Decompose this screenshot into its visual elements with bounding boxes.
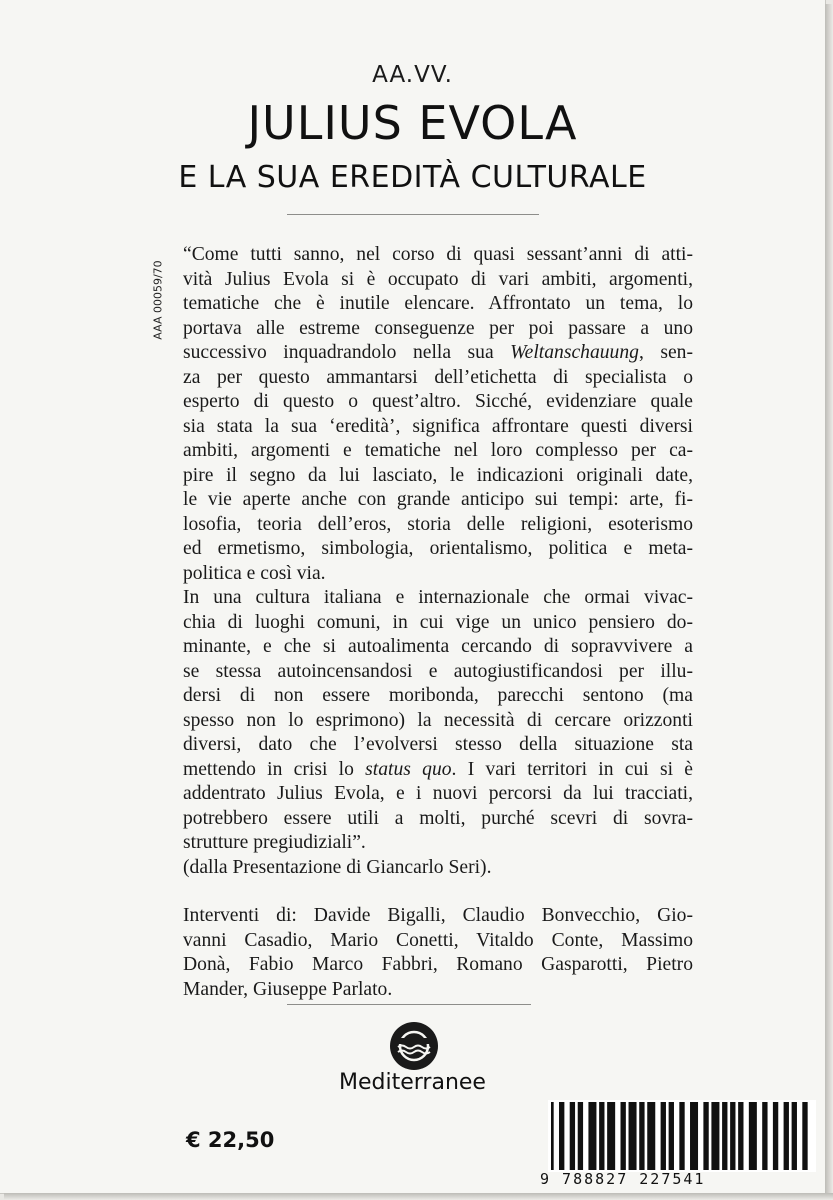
text-segment: strutture pregiudiziali”.: [183, 832, 366, 853]
text-line: [183, 341, 693, 366]
text-segment: . I vari territori in cui si è: [451, 758, 693, 780]
barcode-bar: [762, 1102, 767, 1170]
barcode-bar: [588, 1102, 596, 1170]
barcode-bar: [792, 1102, 797, 1170]
italic-term: Weltanschauung: [510, 342, 639, 363]
text-line: [183, 586, 693, 611]
barcode-bar: [722, 1102, 727, 1170]
barcode-bar: [551, 1102, 554, 1170]
text-segment: se stessa autoincensandosi e autogiustificandosi per illu-: [183, 660, 693, 682]
text-segment: esperto di questo o quest’altro. Sicché, evidenziare quale: [183, 391, 693, 412]
side-code-text: AAA 00059/70: [151, 260, 165, 340]
text-segment: mettendo in crisi lo: [183, 758, 366, 780]
text-line: [183, 807, 693, 832]
barcode-bar: [711, 1102, 719, 1170]
text-line: [183, 537, 693, 562]
text-segment: chia di luoghi comuni, in cui vige un unico pensiero do-: [183, 611, 693, 633]
barcode-bar: [629, 1102, 637, 1170]
text-line: [183, 464, 693, 489]
text-line: [183, 978, 693, 1003]
text-segment: , sen-: [638, 342, 693, 363]
text-line: [183, 758, 693, 783]
text-segment: vanni Casadio, Mario Conetti, Vitaldo Conte, Massimo: [183, 929, 693, 951]
text-segment: (dalla Presentazione di Giancarlo Seri).: [183, 856, 492, 878]
authors: AA.VV.: [372, 62, 453, 88]
text-line: [183, 562, 693, 587]
text-line: [183, 611, 693, 636]
text-line: [183, 660, 693, 685]
text-line: [183, 243, 693, 268]
barcode-bar: [749, 1102, 757, 1170]
book-subtitle: E LA SUA EREDITÀ CULTURALE: [178, 160, 647, 195]
text-segment: minante, e che si autoalimenta cercando di sopravvivere a: [183, 636, 693, 657]
text-line: [183, 292, 693, 317]
text-line: [183, 366, 693, 391]
text-line: [183, 684, 693, 709]
page-shadow-bottom: [4, 1193, 833, 1200]
blurb: [183, 243, 693, 1002]
text-segment: portava alle estreme conseguenze per poi passare a uno: [183, 317, 693, 339]
text-line: [183, 317, 693, 342]
italic-term: status quo: [365, 758, 452, 780]
text-line: [183, 635, 693, 660]
barcode-bar: [802, 1102, 807, 1170]
text-segment: tematiche che è inutile elencare. Affrontato un tema, lo: [183, 293, 693, 314]
barcode-bar: [599, 1102, 604, 1170]
wave-circle-icon: [388, 1020, 440, 1072]
page-shadow-right: [825, 4, 833, 1200]
paragraph-gap: [183, 880, 693, 904]
book-title: JULIUS EVOLA: [247, 96, 578, 150]
text-line: [183, 513, 693, 538]
text-segment: Mander, Giuseppe Parlato.: [183, 978, 393, 1000]
text-segment: spesso non lo esprimono) la necessità di cercare orizzonti: [183, 709, 693, 731]
text-segment: pire il segno da lui lasciato, le indicazioni originali date,: [183, 464, 693, 486]
text-line: [183, 268, 693, 293]
barcode-icon: [548, 1100, 816, 1172]
text-line: [183, 904, 693, 929]
barcode-bar: [607, 1102, 615, 1170]
text-segment: diversi, dato che l’evolversi stesso della situazione sta: [183, 734, 693, 755]
footer-divider: [287, 1004, 531, 1005]
text-segment: Donà, Fabio Marco Fabbri, Romano Gasparotti, Pietro: [183, 954, 693, 975]
barcode-bar: [570, 1102, 575, 1170]
text-segment: losofia, teoria dell’eros, storia delle religioni, esoterismo: [183, 513, 693, 535]
text-segment: addentrato Julius Evola, e i nuovi percorsi da lui tracciati,: [183, 783, 693, 804]
barcode-bar: [647, 1102, 655, 1170]
text-segment: dersi di non essere moribonda, parecchi sentono (ma: [183, 685, 693, 706]
price: € 22,50: [186, 1128, 275, 1152]
barcode-bar: [730, 1102, 735, 1170]
text-segment: politica e così via.: [183, 562, 326, 584]
text-segment: vità Julius Evola si è occupato di vari ambiti, argomenti,: [183, 268, 693, 290]
text-line: [183, 390, 693, 415]
text-segment: In una cultura italiana e internazionale che ormai vivac-: [183, 587, 693, 608]
barcode-bar: [784, 1102, 789, 1170]
text-segment: successivo inquadrandolo nella sua: [183, 342, 511, 363]
text-line: [183, 782, 693, 807]
text-line: [183, 831, 693, 856]
barcode-bar: [669, 1102, 674, 1170]
text-line: [183, 953, 693, 978]
title-divider: [287, 214, 539, 215]
text-line: [183, 856, 693, 881]
text-line: [183, 415, 693, 440]
text-line: [183, 733, 693, 758]
barcode-bar: [639, 1102, 644, 1170]
publisher-name: Mediterranee: [339, 1070, 486, 1095]
text-line: [183, 439, 693, 464]
barcode-bar: [661, 1102, 666, 1170]
text-line: [183, 709, 693, 734]
text-segment: za per questo ammantarsi dell’etichetta di specialista o: [183, 366, 693, 388]
text-segment: le vie aperte anche con grande anticipo sui tempi: arte, fi-: [183, 489, 693, 510]
barcode-bar: [621, 1102, 626, 1170]
barcode-bar: [703, 1102, 708, 1170]
barcode-bar: [738, 1102, 743, 1170]
text-segment: ed ermetismo, simbologia, orientalismo, politica e meta-: [183, 538, 693, 559]
text-segment: ambiti, argomenti e tematiche nel loro complesso per ca-: [183, 440, 693, 461]
text-line: [183, 488, 693, 513]
text-segment: potrebbero essere utili a molti, purché scevri di sovra-: [183, 807, 693, 829]
barcode-bar: [679, 1102, 684, 1170]
barcode-bar: [578, 1102, 583, 1170]
blurb-paragraphs: [183, 243, 693, 880]
text-segment: “Come tutti sanno, nel corso di quasi sessant’anni di atti-: [183, 244, 693, 265]
contributors: [183, 904, 693, 1002]
side-code: [148, 250, 168, 350]
text-segment: Interventi di: Davide Bigalli, Claudio Bonvecchio, Gio-: [183, 905, 693, 926]
barcode-bar: [773, 1102, 778, 1170]
text-segment: sia stata la sua ‘eredità’, significa affrontare questi diversi: [183, 415, 693, 437]
barcode-bar: [690, 1102, 698, 1170]
barcode-bar: [559, 1102, 564, 1170]
text-line: [183, 929, 693, 954]
barcode-digits: 9 788827 227541: [540, 1170, 706, 1188]
